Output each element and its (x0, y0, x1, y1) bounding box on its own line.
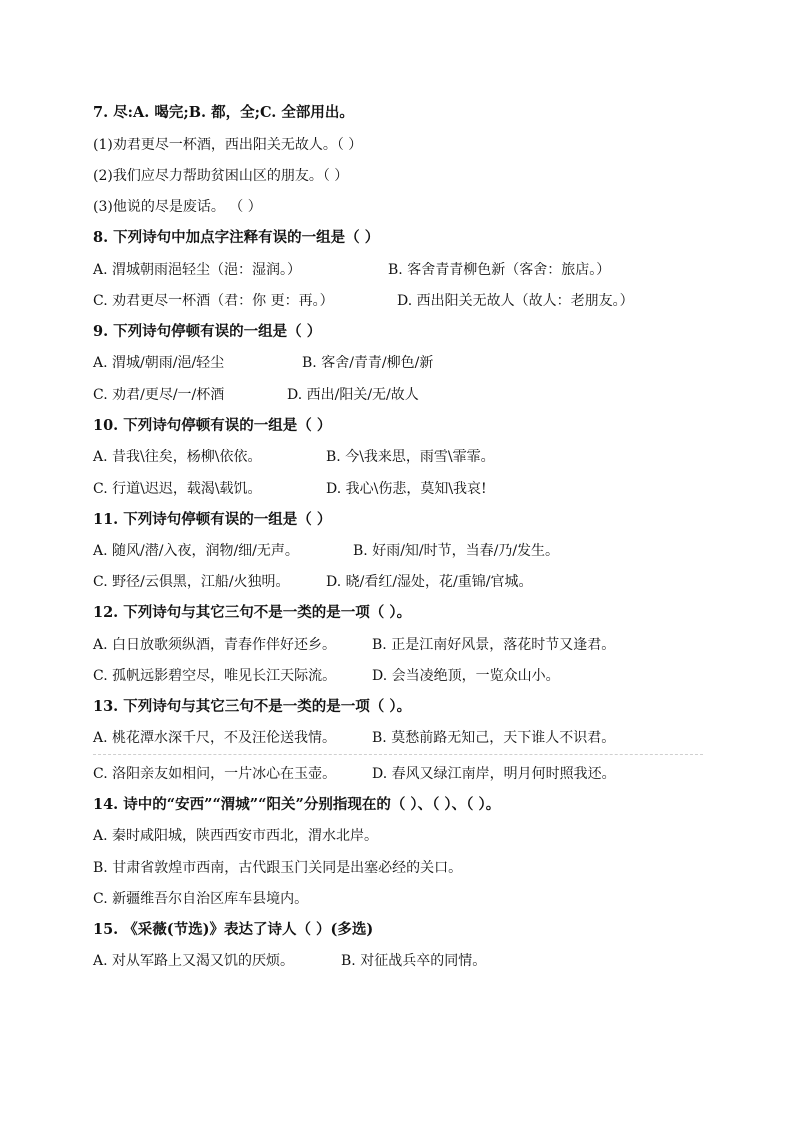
question-14-option-b: B. 甘肃省敦煌市西南，古代跟玉门关同是出塞必经的关口。 (93, 860, 463, 876)
question-10-option-a: A. 昔我\往矣，杨柳\依依。 (93, 449, 262, 465)
question-12-option-c: C. 孤帆远影碧空尽，唯见长江天际流。 (93, 668, 337, 684)
question-8-option-b: B. 客舍青青柳色新（客舍：旅店。） (388, 262, 611, 278)
question-9-option-d: D. 西出/阳关/无/故人 (287, 387, 419, 403)
question-13-option-d: D. 春风又绿江南岸，明月何时照我还。 (372, 766, 616, 782)
question-7-item-2: (2)我们应尽力帮助贫困山区的朋友。（ ） (93, 168, 349, 184)
question-11-option-a: A. 随风/潜/入夜，润物/细/无声。 (93, 543, 299, 559)
question-15-option-b: B. 对征战兵卒的同情。 (341, 953, 487, 969)
question-9-title: 9. 下列诗句停顿有误的一组是（ ） (93, 323, 322, 340)
question-14-title: 14. 诗中的“安西”“渭城”“阳关”分别指现在的（ ）、（ ）、（ ）。 (93, 796, 501, 813)
question-11-option-c: C. 野径/云俱黑，江船/火独明。 (93, 574, 290, 590)
page-divider (93, 754, 703, 755)
question-12-option-b: B. 正是江南好风景，落花时节又逢君。 (372, 637, 616, 653)
question-8-title: 8. 下列诗句中加点字注释有误的一组是（ ） (93, 229, 380, 246)
question-8-option-a: A. 渭城朝雨浥轻尘（浥：湿润。） (93, 262, 302, 278)
question-7-title: 7. 尽:A. 喝完;B. 都，全;C. 全部用出。 (93, 104, 354, 121)
question-12-option-d: D. 会当凌绝顶，一览众山小。 (372, 668, 560, 684)
question-10-title: 10. 下列诗句停顿有误的一组是（ ） (93, 417, 332, 434)
question-11-option-b: B. 好雨/知/时节，当春/乃/发生。 (353, 543, 560, 559)
question-14-option-c: C. 新疆维吾尔自治区库车县境内。 (93, 891, 309, 907)
question-11-title: 11. 下列诗句停顿有误的一组是（ ） (93, 511, 332, 528)
question-15-title: 15. 《采薇(节选)》表达了诗人（ ）(多选) (93, 921, 374, 938)
question-10-option-c: C. 行道\迟迟，载渴\载饥。 (93, 481, 262, 497)
question-9-option-a: A. 渭城/朝雨/浥/轻尘 (93, 355, 225, 371)
question-7-item-1: (1)劝君更尽一杯酒，西出阳关无故人。（ ） (93, 137, 363, 153)
question-9-option-b: B. 客舍/青青/柳色/新 (302, 355, 434, 371)
question-13-option-c: C. 洛阳亲友如相问，一片冰心在玉壶。 (93, 766, 337, 782)
question-13-option-a: A. 桃花潭水深千尺，不及汪伦送我情。 (93, 730, 337, 746)
question-10-option-d: D. 我心\伤悲，莫知\我哀! (326, 481, 487, 497)
question-12-title: 12. 下列诗句与其它三句不是一类的是一项（ ）。 (93, 604, 412, 621)
question-11-option-d: D. 晓/看红/湿处，花/重锦/官城。 (326, 574, 533, 590)
question-7-item-3: (3)他说的尽是废话。 （ ） (93, 199, 262, 215)
question-8-option-d: D. 西出阳关无故人（故人：老朋友。） (397, 293, 634, 309)
question-13-title: 13. 下列诗句与其它三句不是一类的是一项（ ）。 (93, 698, 412, 715)
question-9-option-c: C. 劝君/更尽/一/杯酒 (93, 387, 225, 403)
question-14-option-a: A. 秦时咸阳城，陕西西安市西北，渭水北岸。 (93, 828, 379, 844)
question-12-option-a: A. 白日放歌须纵酒，青春作伴好还乡。 (93, 637, 337, 653)
question-10-option-b: B. 今\我来思，雨雪\霏霏。 (326, 449, 495, 465)
question-13-option-b: B. 莫愁前路无知己，天下谁人不识君。 (372, 730, 616, 746)
question-15-option-a: A. 对从军路上又渴又饥的厌烦。 (93, 953, 295, 969)
question-8-option-c: C. 劝君更尽一杯酒（君：你 更：再。） (93, 293, 334, 309)
